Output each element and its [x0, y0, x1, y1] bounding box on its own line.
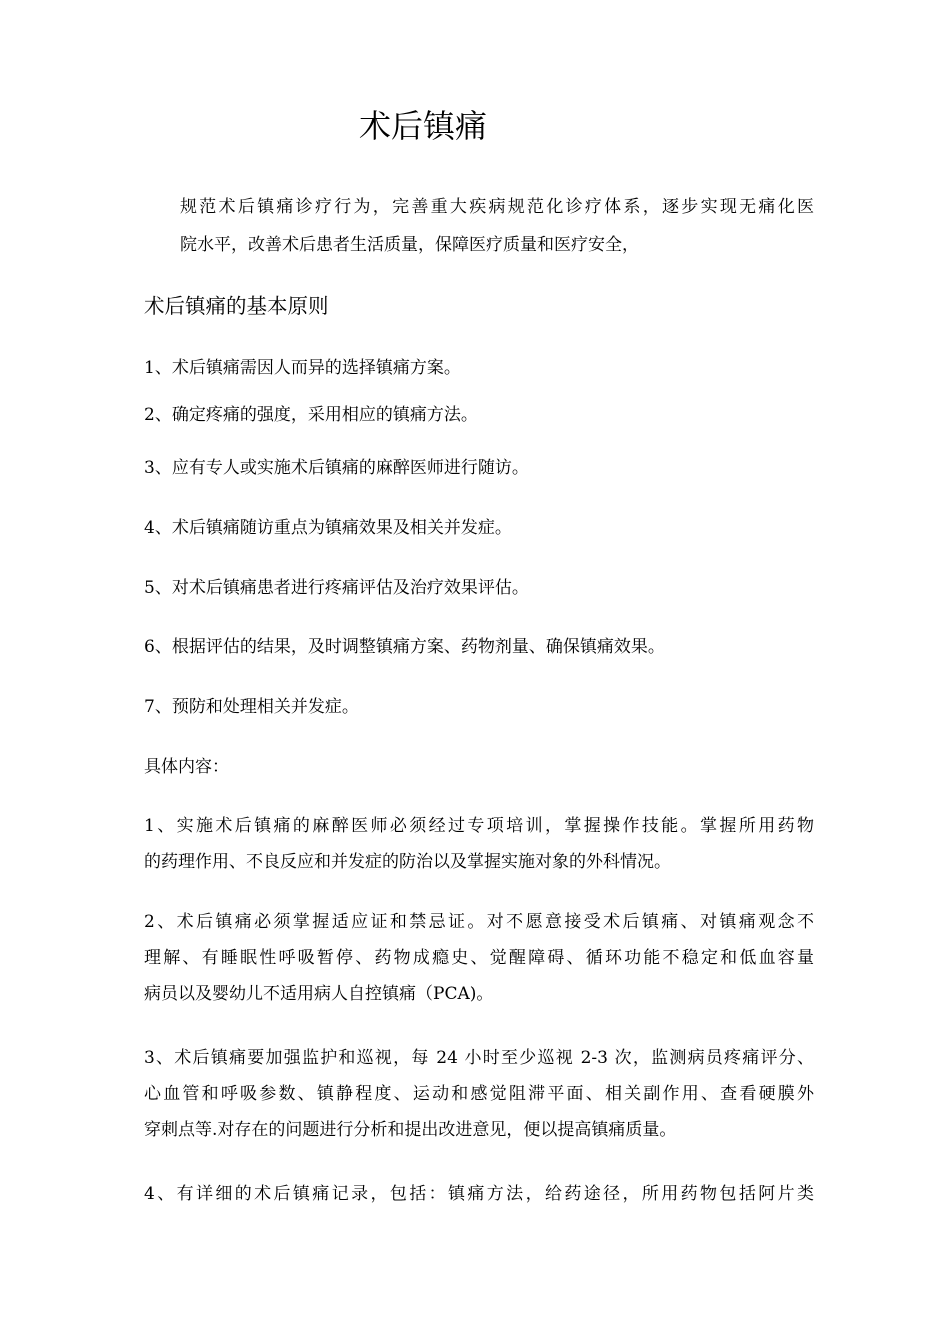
principle-item-4: 4、术后镇痛随访重点为镇痛效果及相关并发症。 — [144, 518, 512, 538]
principle-item-6: 6、根据评估的结果，及时调整镇痛方案、药物剂量、确保镇痛效果。 — [144, 637, 665, 657]
content-line: 心血管和呼吸参数、镇静程度、运动和感觉阻滞平面、相关副作用、查看硬膜外 — [144, 1084, 814, 1104]
content-item-2 — [144, 904, 814, 1012]
principle-item-1: 1、术后镇痛需因人而异的选择镇痛方案。 — [144, 358, 461, 378]
content-line: 1、实施术后镇痛的麻醉医师必须经过专项培训，掌握操作技能。掌握所用药物 — [144, 816, 814, 836]
content-line: 穿刺点等.对存在的问题进行分析和提出改进意见，便以提高镇痛质量。 — [144, 1120, 677, 1140]
principle-item-3: 3、应有专人或实施术后镇痛的麻醉医师进行随访。 — [144, 458, 529, 478]
intro-line: 规范术后镇痛诊疗行为，完善重大疾病规范化诊疗体系，逐步实现无痛化医 — [180, 197, 814, 217]
principle-item-7: 7、预防和处理相关并发症。 — [144, 697, 359, 717]
content-line: 的药理作用、不良反应和并发症的防治以及掌握实施对象的外科情况。 — [144, 852, 671, 872]
content-line: 3、术后镇痛要加强监护和巡视，每 24 小时至少巡视 2-3 次，监测病员疼痛评分、 — [144, 1048, 814, 1068]
content-line: 4、有详细的术后镇痛记录，包括：镇痛方法，给药途径，所用药物包括阿片类 — [144, 1184, 814, 1204]
intro-paragraph — [144, 188, 814, 264]
content-label: 具体内容： — [144, 757, 229, 777]
content-line: 病员以及婴幼儿不适用病人自控镇痛（PCA)。 — [144, 984, 494, 1004]
intro-line: 院水平，改善术后患者生活质量，保障医疗质量和医疗安全， — [180, 235, 639, 255]
section-heading: 术后镇痛的基本原则 — [144, 294, 329, 318]
content-item-4 — [144, 1176, 814, 1212]
content-line: 2、术后镇痛必须掌握适应证和禁忌证。对不愿意接受术后镇痛、对镇痛观念不 — [144, 912, 814, 932]
content-line: 理解、有睡眠性呼吸暂停、药物成瘾史、觉醒障碍、循环功能不稳定和低血容量 — [144, 948, 814, 968]
content-item-3 — [144, 1040, 814, 1148]
principle-item-5: 5、对术后镇痛患者进行疼痛评估及治疗效果评估。 — [144, 578, 529, 598]
content-item-1 — [144, 808, 814, 880]
document-title: 术后镇痛 — [358, 107, 487, 145]
principle-item-2: 2、确定疼痛的强度，采用相应的镇痛方法。 — [144, 405, 478, 425]
